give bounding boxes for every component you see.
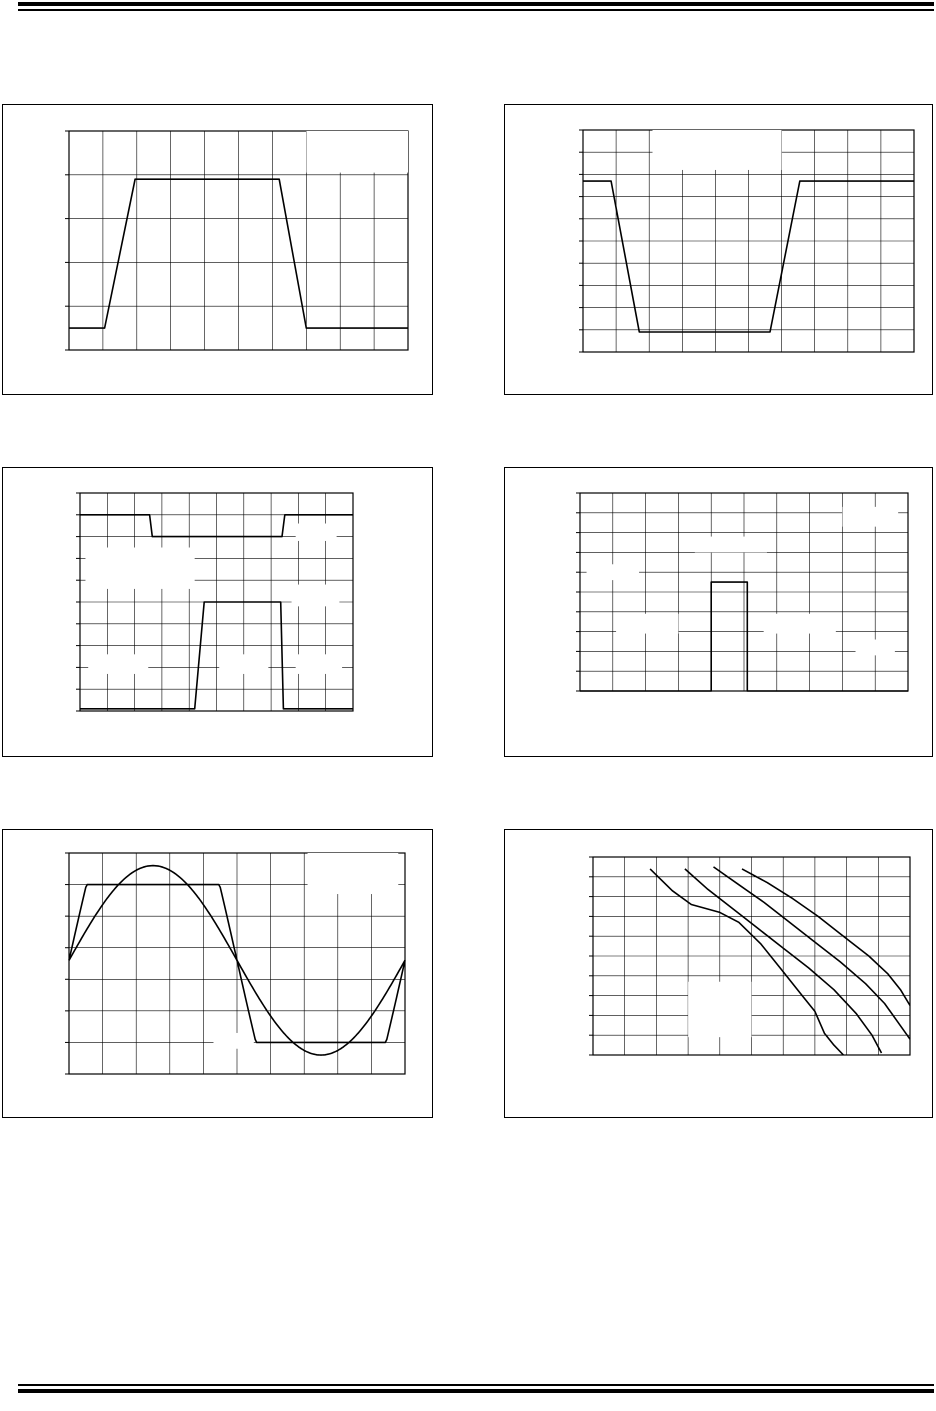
label-area xyxy=(306,131,408,173)
bottom-rule-thin xyxy=(18,1384,934,1386)
figure-frame-6 xyxy=(504,829,933,1118)
label-area xyxy=(695,537,767,553)
chart-4 xyxy=(505,468,934,758)
label-area xyxy=(842,507,898,527)
label-area xyxy=(856,640,895,656)
top-rule-thick xyxy=(18,2,934,6)
label-area xyxy=(292,585,340,607)
label-area xyxy=(296,524,337,541)
label-area xyxy=(688,982,751,1037)
label-area xyxy=(653,130,782,170)
chart-3 xyxy=(3,468,434,758)
figure-frame-2 xyxy=(504,104,933,395)
label-area xyxy=(308,853,399,894)
chart-2 xyxy=(505,105,934,396)
label-area xyxy=(88,654,148,674)
bottom-rule-thick xyxy=(18,1389,934,1393)
label-area xyxy=(85,548,194,589)
figure-frame-3 xyxy=(2,467,433,757)
figure-frame-5 xyxy=(2,829,433,1118)
chart-6 xyxy=(505,830,934,1119)
figure-frame-1 xyxy=(2,104,433,395)
chart-1 xyxy=(3,105,434,396)
label-area xyxy=(587,564,639,580)
top-rule-thin xyxy=(18,9,934,11)
series-line-4 xyxy=(742,869,910,1006)
label-area xyxy=(764,614,836,634)
chart-5 xyxy=(3,830,434,1119)
label-area xyxy=(616,614,678,634)
label-area xyxy=(213,1033,253,1049)
figure-frame-4 xyxy=(504,467,933,757)
label-area xyxy=(296,654,342,674)
label-area xyxy=(219,654,268,674)
